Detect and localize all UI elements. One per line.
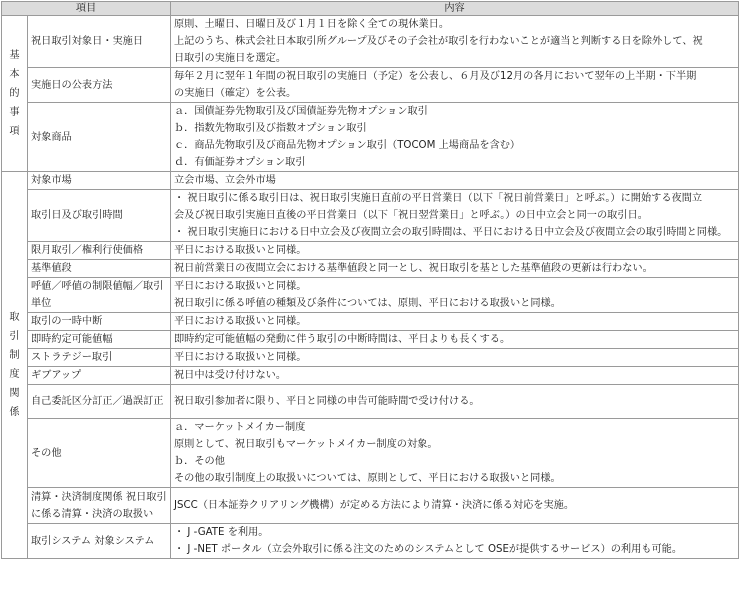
category-char: 度	[9, 369, 20, 380]
item-label: 基準値段	[28, 260, 171, 278]
item-content	[171, 190, 739, 242]
item-label: 取引の一時中断	[28, 313, 171, 331]
content-line: 平日における取扱いと同様。	[174, 281, 307, 292]
holiday-trading-table	[1, 1, 739, 559]
content-line: の実施日（確定）を公表。	[174, 88, 297, 99]
item-content	[171, 16, 739, 68]
category-char: 引	[9, 331, 20, 342]
table-row	[2, 313, 739, 331]
content-line: JSCC（日本証券クリアリング機構）が定める方法により清算・決済に係る対応を実施。	[174, 500, 575, 511]
item-content	[171, 313, 739, 331]
table-row	[2, 349, 739, 367]
item-content	[171, 260, 739, 278]
content-line: 毎年２月に翌年１年間の祝日取引の実施日（予定）を公表し、６月及び12月の各月において翌年の上半期・下半期	[174, 71, 697, 82]
item-label: 呼値／呼値の制限値幅／取引単位	[28, 278, 171, 313]
content-line: 祝日前営業日の夜間立会における基準値段と同一とし、祝日取引を基とした基準値段の更新は行わない。	[174, 263, 653, 274]
category-cell	[2, 16, 28, 172]
item-label: 取引日及び取引時間	[28, 190, 171, 242]
content-line: ｄ．有価証券オプション取引	[174, 157, 306, 168]
content-line: ｂ．指数先物取引及び指数オプション取引	[174, 123, 367, 134]
content-line: 祝日取引参加者に限り、平日と同様の申告可能時間で受け付ける。	[174, 396, 480, 407]
table-row	[2, 16, 739, 68]
item-label: 実施日の公表方法	[28, 68, 171, 103]
category-char: 事	[9, 107, 20, 118]
item-content	[171, 278, 739, 313]
category-char: 本	[9, 69, 20, 80]
table-row	[2, 367, 739, 385]
category-char: 基	[9, 50, 20, 61]
content-line: ・ 祝日取引に係る取引日は、祝日取引実施日直前の平日営業日（以下「祝日前営業日」と呼ぶ。）に開始する夜間立	[174, 193, 703, 204]
item-label: 対象市場	[28, 172, 171, 190]
table-row	[2, 488, 739, 524]
content-line: 日取引の実施日を選定。	[174, 53, 287, 64]
category-char: 関	[9, 388, 20, 399]
table-row	[2, 190, 739, 242]
item-content	[171, 331, 739, 349]
content-line: ・ J -GATE を利用。	[174, 527, 269, 538]
item-label: 清算・決済制度関係 祝日取引に係る清算・決済の取扱い	[28, 488, 171, 524]
content-line: ・ 祝日取引実施日における日中立会及び夜間立会の取引時間は、平日における日中立会及び夜間立会の取引時間と同様。	[174, 227, 728, 238]
table-row	[2, 172, 739, 190]
table-row	[2, 103, 739, 172]
item-label: ギブアップ	[28, 367, 171, 385]
content-line: 原則として、祝日取引もマーケットメイカー制度の対象。	[174, 439, 438, 450]
item-content	[171, 488, 739, 524]
content-line: 会及び祝日取引実施日直後の平日営業日（以下「祝日翌営業日」と呼ぶ。）の日中立会と同一の取引日。	[174, 210, 648, 221]
content-line: ａ．国債証券先物取引及び国債証券先物オプション取引	[174, 106, 428, 117]
item-label: 祝日取引対象日・実施日	[28, 16, 171, 68]
table-row	[2, 278, 739, 313]
item-label: 自己委託区分訂正／過誤訂正	[28, 385, 171, 419]
content-line: 原則、土曜日、日曜日及び１月１日を除く全ての現休業日。	[174, 19, 450, 30]
content-line: ｃ．商品先物取引及び商品先物オプション取引（TOCOM 上場商品を含む）	[174, 140, 521, 151]
content-line: 祝日取引に係る呼値の種類及び条件については、原則、平日における取扱いと同様。	[174, 298, 561, 309]
item-content	[171, 524, 739, 559]
item-label: 対象商品	[28, 103, 171, 172]
item-content	[171, 103, 739, 172]
content-line: 祝日中は受け付けない。	[174, 370, 287, 381]
item-label: ストラテジー取引	[28, 349, 171, 367]
table-row	[2, 242, 739, 260]
category-char: 項	[9, 126, 20, 137]
content-line: 平日における取扱いと同様。	[174, 352, 307, 363]
item-content	[171, 385, 739, 419]
table-row	[2, 419, 739, 488]
content-line: 平日における取扱いと同様。	[174, 316, 307, 327]
content-line: その他の取引制度上の取扱いについては、原則として、平日における取扱いと同様。	[174, 473, 561, 484]
content-line: ・ J -NET ポータル（立会外取引に係る注文のためのシステムとして OSEが提供するサービス）の利用も可能。	[174, 544, 683, 555]
content-line: 上記のうち、株式会社日本取引所グループ及びその子会社が取引を行わないことが適当と判断する日を除外して、祝	[174, 36, 703, 47]
item-label: 取引システム 対象システム	[28, 524, 171, 559]
header-row	[2, 2, 739, 16]
item-label: 即時約定可能値幅	[28, 331, 171, 349]
item-content	[171, 419, 739, 488]
category-char: 制	[9, 350, 20, 361]
category-cell	[2, 172, 28, 559]
item-content	[171, 68, 739, 103]
category-char: 係	[9, 407, 20, 418]
item-label: 限月取引／権利行使価格	[28, 242, 171, 260]
category-char: 取	[9, 312, 20, 323]
header-item: 項目	[2, 2, 171, 16]
header-content: 内容	[171, 2, 739, 16]
table-row	[2, 260, 739, 278]
table-row	[2, 68, 739, 103]
table-row	[2, 524, 739, 559]
content-line: 即時約定可能値幅の発動に伴う取引の中断時間は、平日よりも長くする。	[174, 334, 511, 345]
content-line: 立会市場、立会外市場	[174, 175, 276, 186]
table-row	[2, 331, 739, 349]
item-content	[171, 349, 739, 367]
category-char: 的	[9, 88, 20, 99]
content-line: ａ．マーケットメイカー制度	[174, 422, 306, 433]
content-line: 平日における取扱いと同様。	[174, 245, 307, 256]
table-row	[2, 385, 739, 419]
content-line: ｂ．その他	[174, 456, 225, 467]
item-content	[171, 172, 739, 190]
item-content	[171, 242, 739, 260]
item-label: その他	[28, 419, 171, 488]
item-content	[171, 367, 739, 385]
